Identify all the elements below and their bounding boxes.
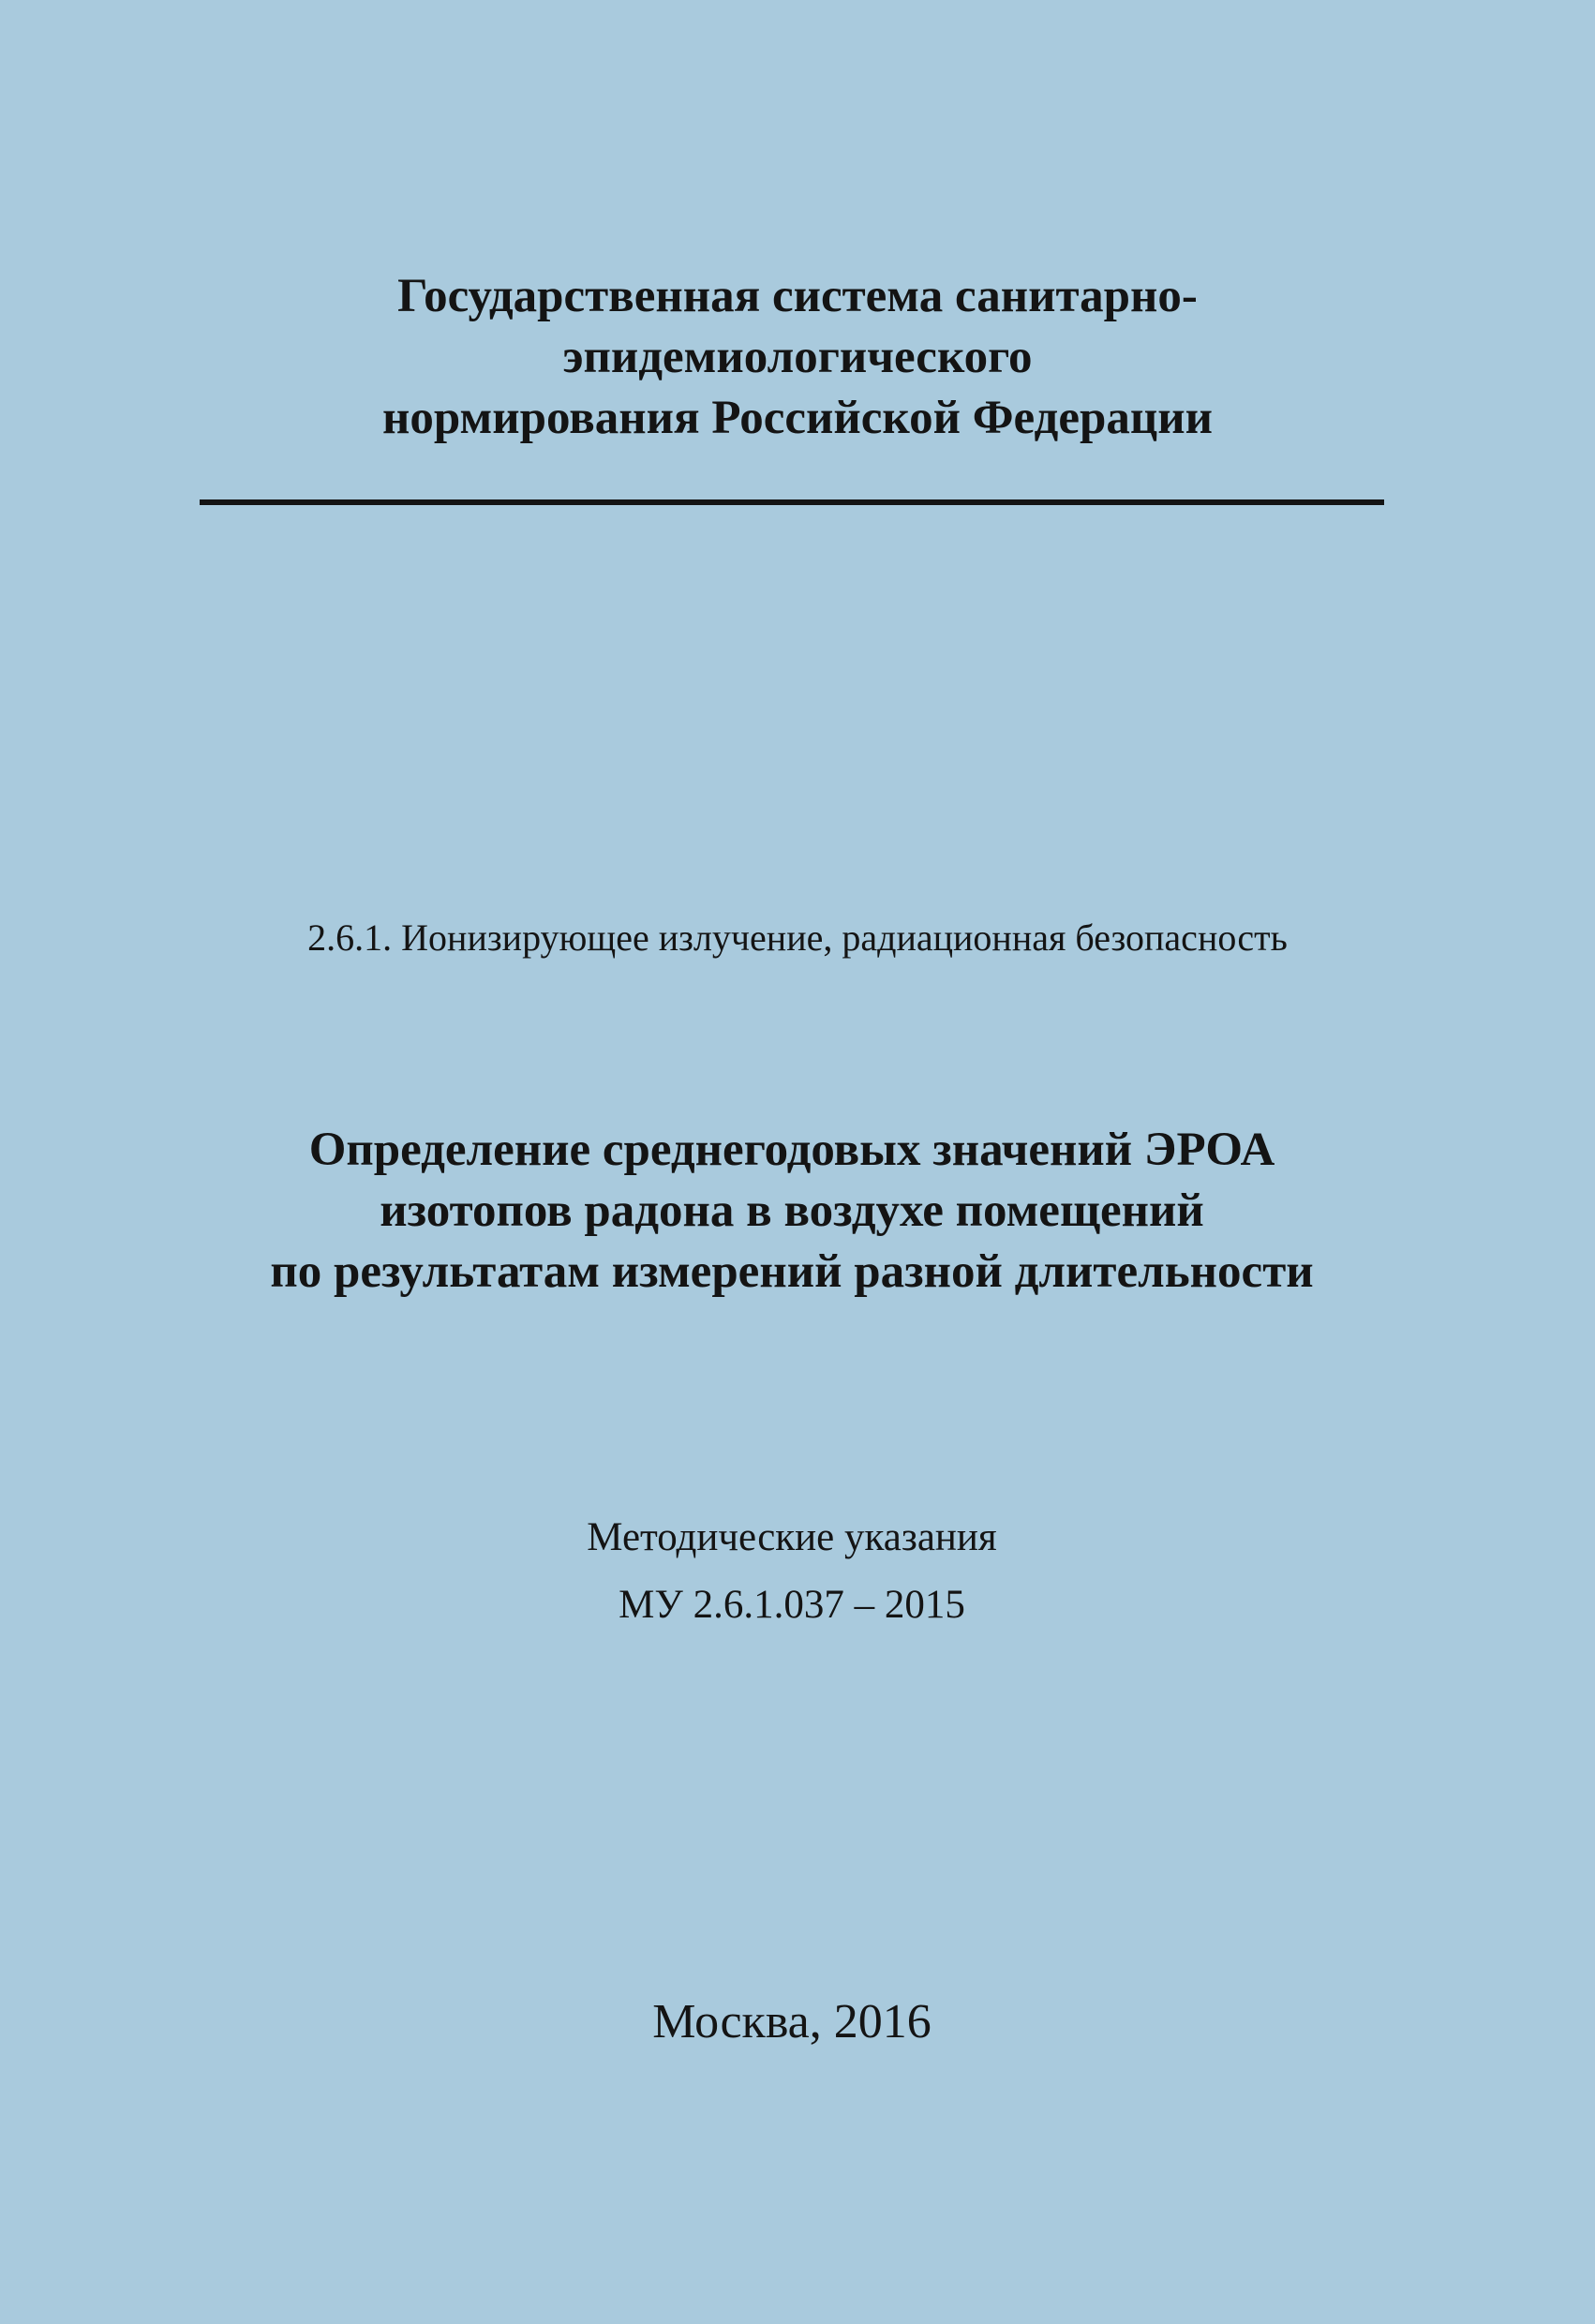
system-header [28,266,1567,449]
section-heading [0,914,1595,962]
header-line-2: эпидемиологического [562,331,1033,383]
document-title [0,1120,1584,1303]
section-label: 2.6.1. Ионизирующее излучение, радиационная безопасность [307,916,1288,959]
title-line-1: Определение среднегодовых значений ЭРОА [308,1124,1275,1176]
document-type: Методические указания [587,1515,997,1559]
header-divider [200,499,1384,505]
header-line-1: Государственная система санитарно- [397,270,1198,322]
place-year: Москва, 2016 [652,1995,932,2048]
publication-place-year [0,1991,1584,2053]
document-type-block [0,1504,1584,1639]
document-number: МУ 2.6.1.037 – 2015 [619,1583,965,1627]
title-line-3: по результатам измерений разной длительности [270,1245,1314,1298]
title-line-2: изотопов радона в воздухе помещений [380,1184,1204,1237]
header-line-3: нормирования Российской Федерации [382,392,1213,444]
